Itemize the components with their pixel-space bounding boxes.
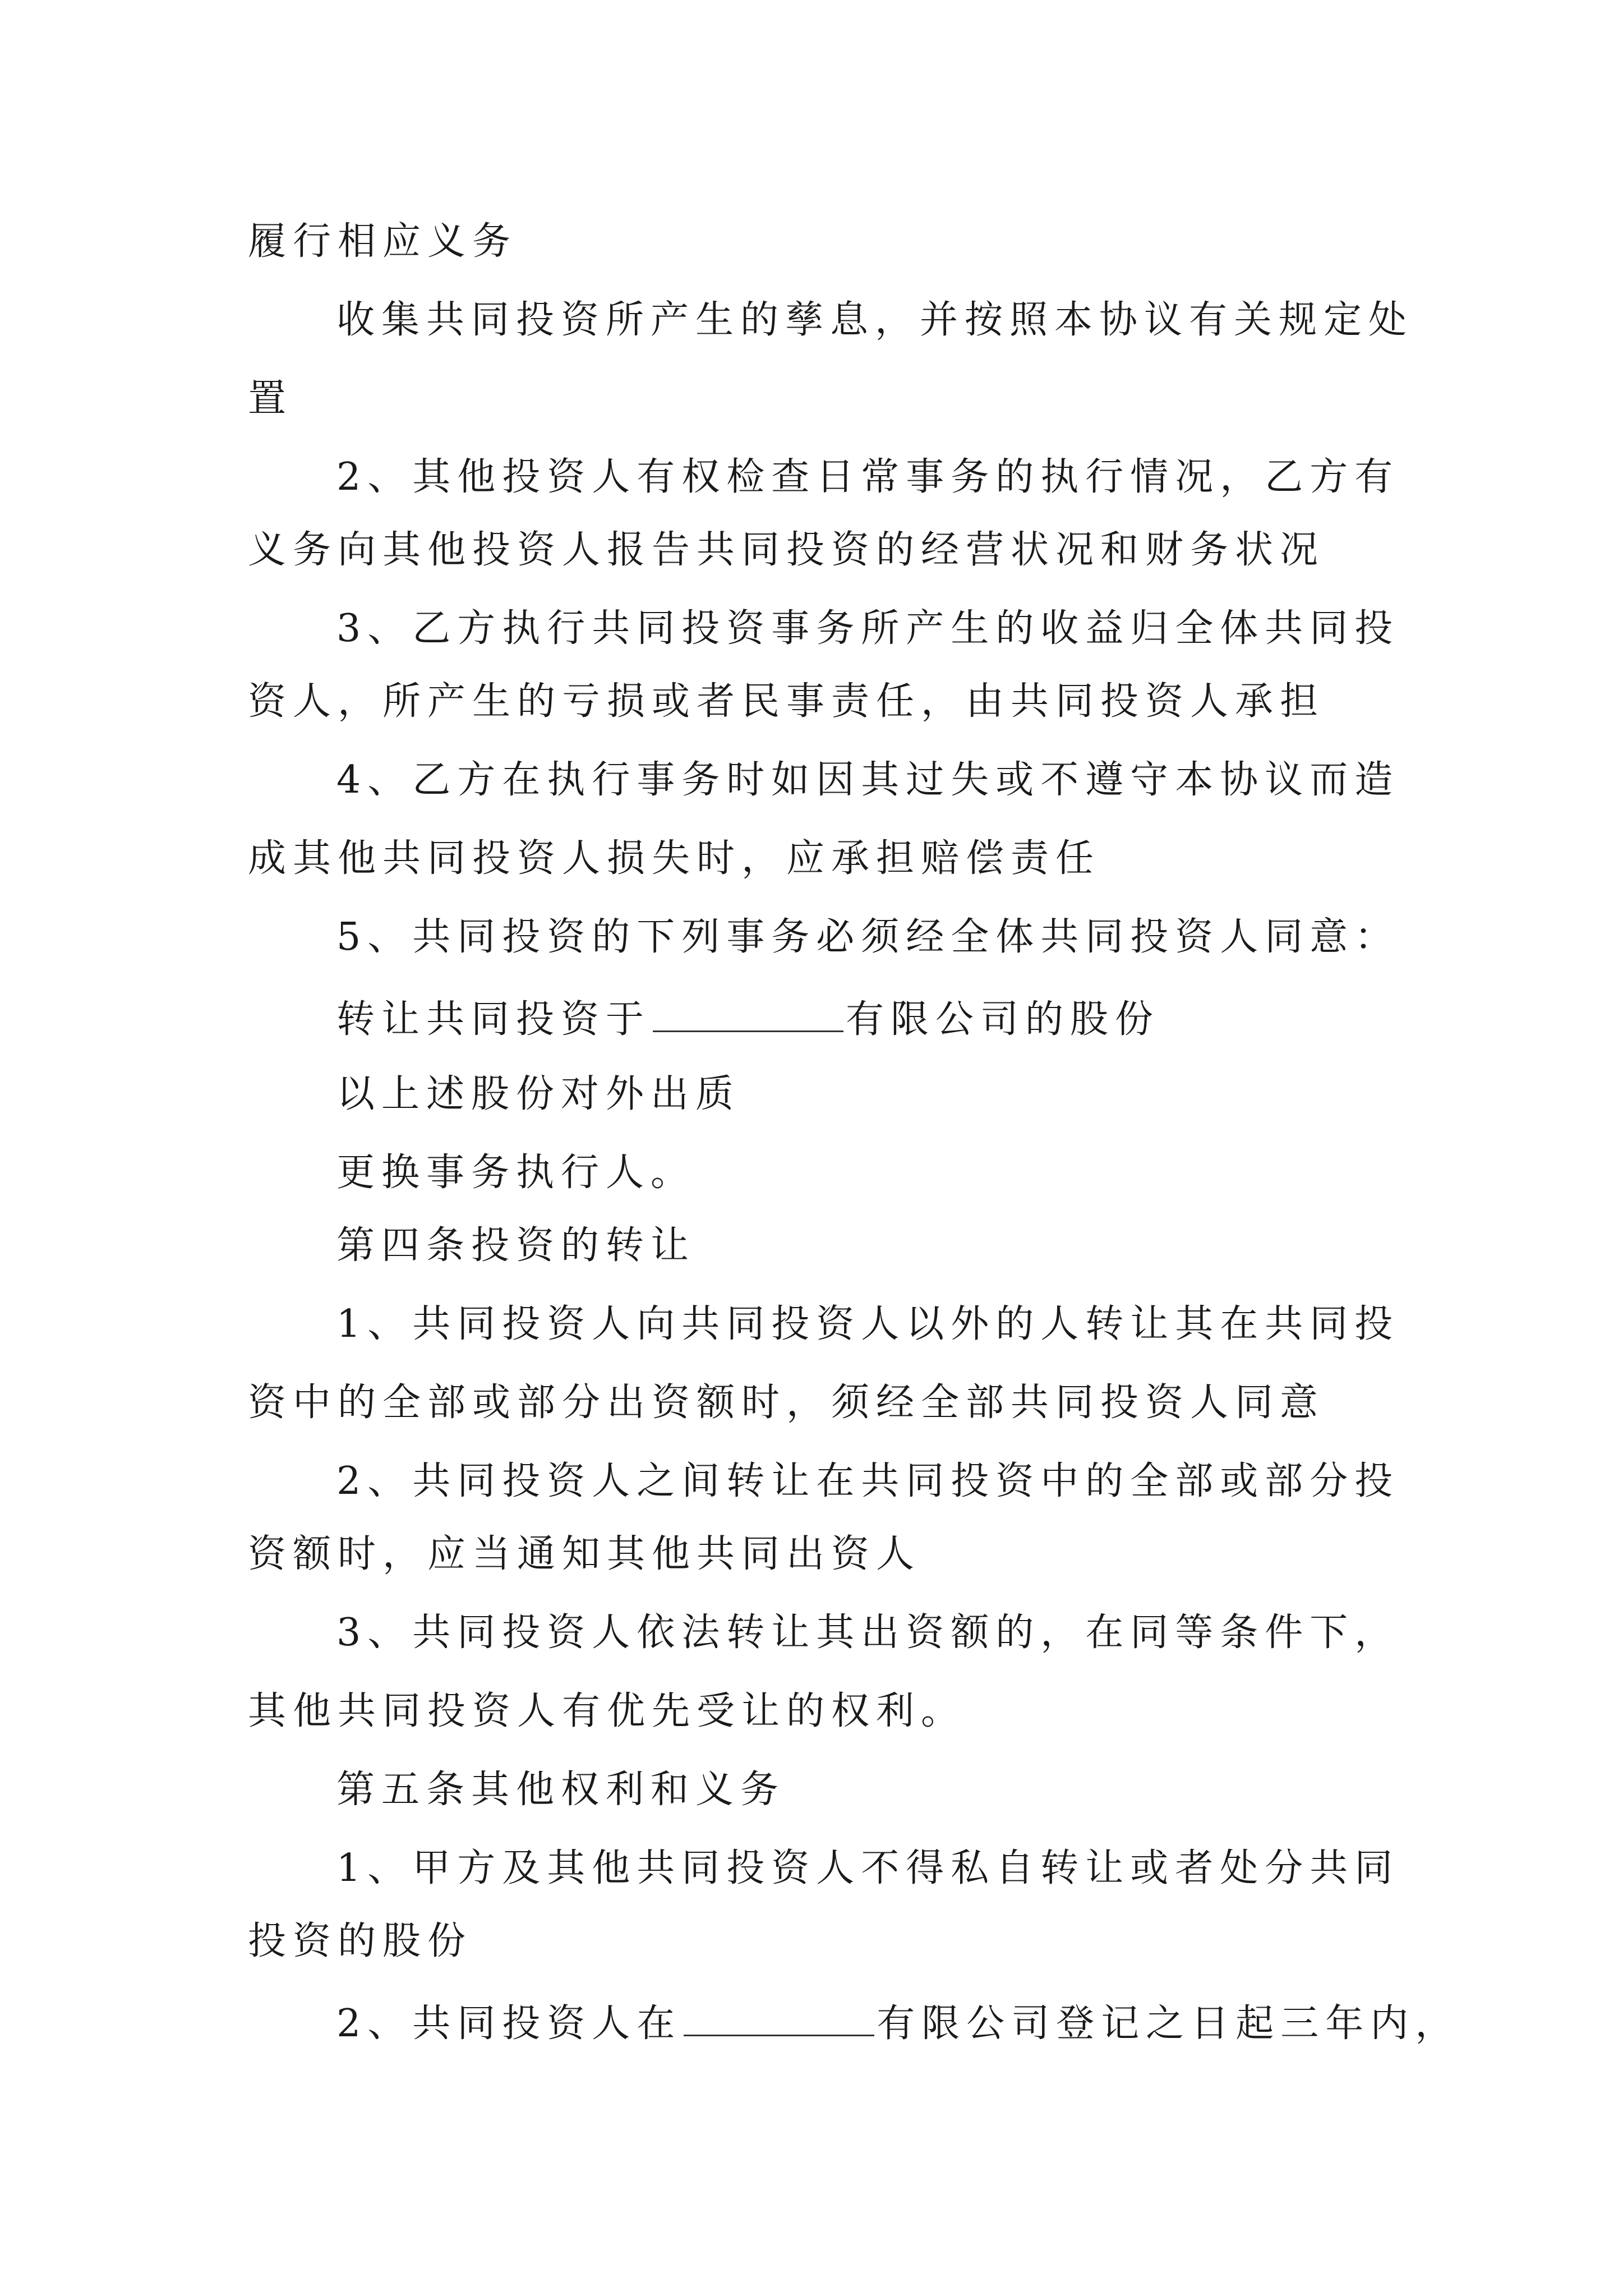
text-segment: 转让共同投资于 bbox=[336, 997, 651, 1042]
text-line: 履行相应义务 bbox=[248, 219, 518, 264]
text-line: 资额时，应当通知其他共同出资人 bbox=[248, 1532, 921, 1576]
text-line: 收集共同投资所产生的孳息，并按照本协议有关规定处 bbox=[336, 298, 1414, 342]
text-line: 资人，所产生的亏损或者民事责任，由共同投资人承担 bbox=[248, 679, 1325, 724]
text-line: 义务向其他投资人报告共同投资的经营状况和财务状况 bbox=[248, 528, 1325, 572]
fill-in-blank bbox=[653, 997, 843, 1032]
text-line: 其他共同投资人有优先受让的权利。 bbox=[248, 1689, 966, 1733]
text-line-with-blank bbox=[336, 2001, 1460, 2046]
text-segment: 有限公司登记之日起三年内， bbox=[877, 2001, 1460, 2046]
text-line: 2、其他投资人有权检查日常事务的执行情况，乙方有 bbox=[336, 455, 1400, 499]
text-line: 5、共同投资的下列事务必须经全体共同投资人同意： bbox=[336, 915, 1400, 959]
text-segment: 有限公司的股份 bbox=[846, 997, 1160, 1042]
text-line: 4、乙方在执行事务时如因其过失或不遵守本协议而造 bbox=[336, 758, 1400, 802]
section-heading: 第四条投资的转让 bbox=[336, 1223, 696, 1268]
text-segment: 2、共同投资人在 bbox=[336, 2001, 682, 2046]
text-line: 1、甲方及其他共同投资人不得私自转让或者处分共同 bbox=[336, 1846, 1400, 1890]
text-line: 更换事务执行人。 bbox=[336, 1151, 696, 1195]
fill-in-blank bbox=[684, 2001, 874, 2036]
text-line: 1、共同投资人向共同投资人以外的人转让其在共同投 bbox=[336, 1302, 1400, 1346]
text-line-with-blank bbox=[336, 997, 1160, 1042]
text-line: 以上述股份对外出质 bbox=[336, 1072, 741, 1116]
text-line: 投资的股份 bbox=[248, 1919, 473, 1963]
text-line: 成其他共同投资人损失时，应承担赔偿责任 bbox=[248, 836, 1101, 881]
text-line: 置 bbox=[248, 376, 293, 421]
text-line: 3、乙方执行共同投资事务所产生的收益归全体共同投 bbox=[336, 606, 1400, 651]
text-line: 资中的全部或部分出资额时，须经全部共同投资人同意 bbox=[248, 1381, 1325, 1425]
section-heading: 第五条其他权利和义务 bbox=[336, 1768, 786, 1812]
text-line: 2、共同投资人之间转让在共同投资中的全部或部分投 bbox=[336, 1459, 1400, 1503]
text-line: 3、共同投资人依法转让其出资额的，在同等条件下， bbox=[336, 1611, 1400, 1655]
